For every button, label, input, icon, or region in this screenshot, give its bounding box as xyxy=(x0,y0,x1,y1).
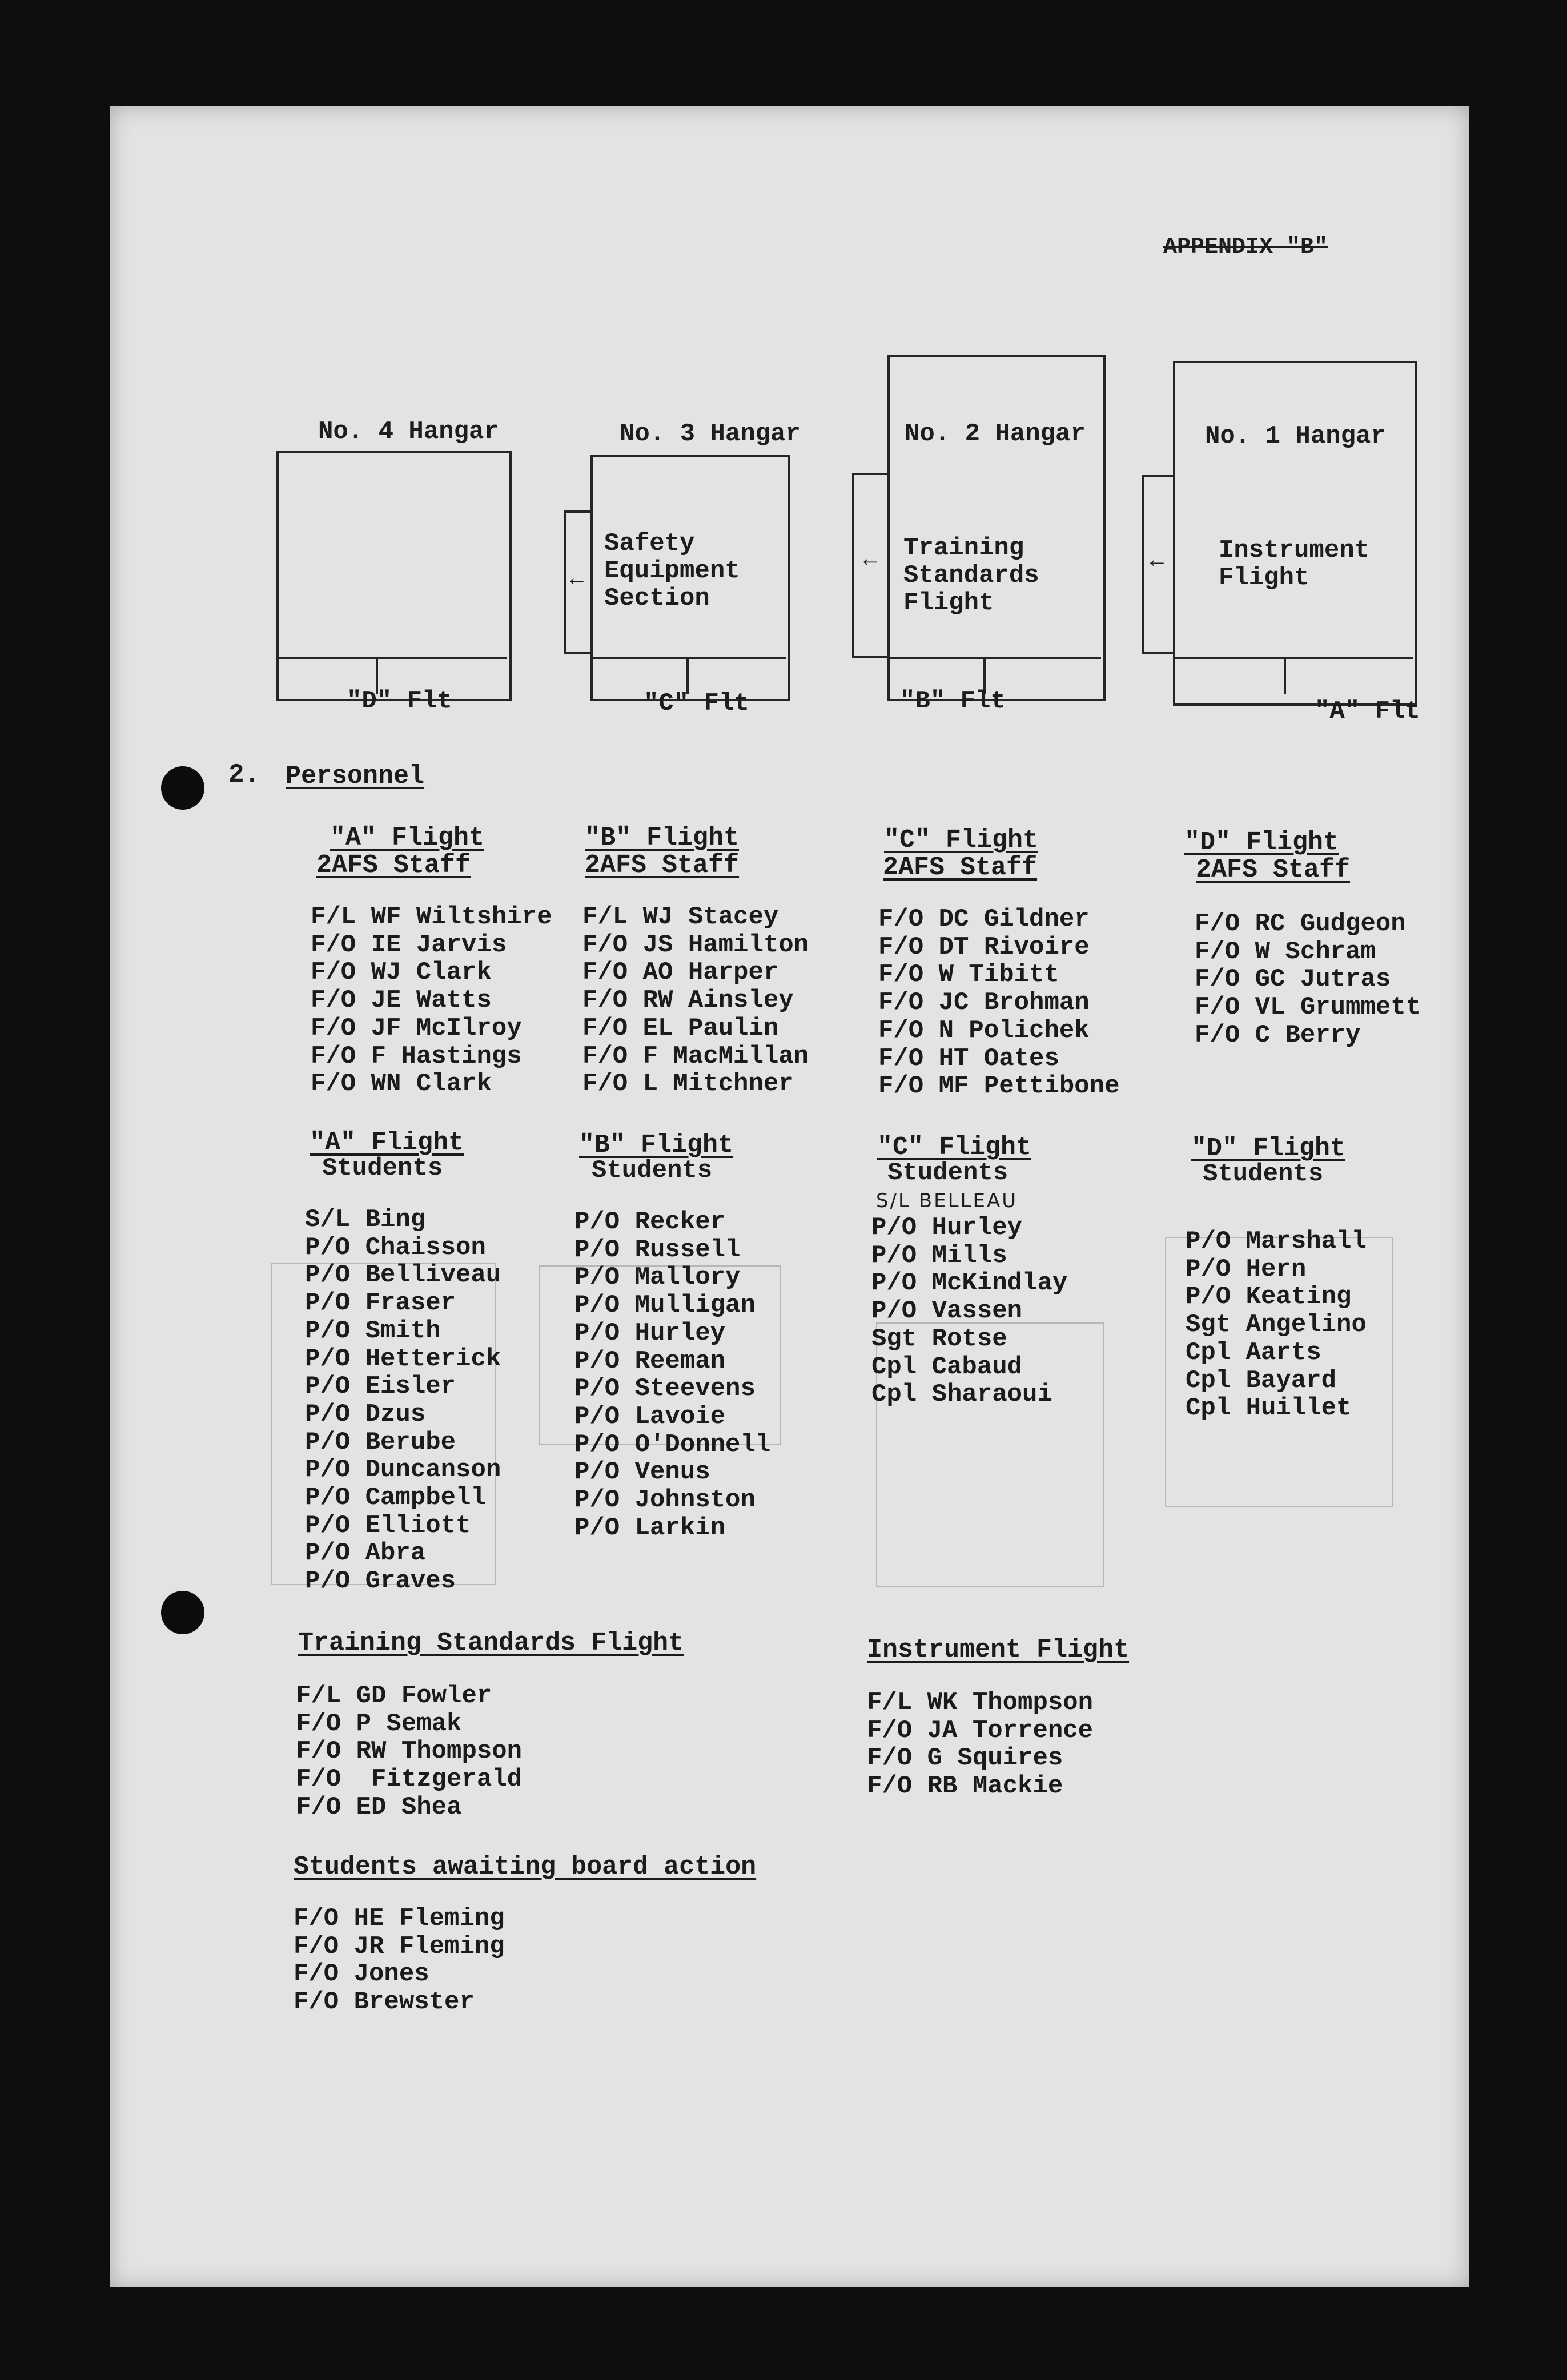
instrument-flight-title: Instrument Flight xyxy=(867,1635,1130,1665)
arrow-left-icon: ← xyxy=(1150,549,1164,574)
hangar-4-flight-label: "D" Flt xyxy=(347,687,452,715)
students-c-subtitle: Students xyxy=(887,1159,1008,1187)
staff-b-title: "B" Flight xyxy=(585,823,740,853)
binder-hole xyxy=(161,1591,204,1634)
staff-a-subtitle: 2AFS Staff xyxy=(316,851,471,880)
arrow-left-icon: ← xyxy=(570,567,584,593)
hangar-1-door xyxy=(1284,659,1309,694)
staff-b-list: F/L WJ Stacey F/O JS Hamilton F/O AO Harper F/O RW Ainsley F/O EL Paulin F/O F MacMillan F/O L Mitchner xyxy=(582,903,809,1099)
training-standards-title: Training Standards Flight xyxy=(298,1629,684,1658)
staff-c-subtitle: 2AFS Staff xyxy=(883,853,1038,882)
staff-d-subtitle: 2AFS Staff xyxy=(1196,855,1351,885)
students-a-title: "A" Flight xyxy=(310,1128,464,1157)
hangar-2-building xyxy=(887,355,1106,701)
appendix-heading: APPENDIX "B" xyxy=(1163,235,1328,260)
hangar-1-building xyxy=(1173,361,1417,706)
staff-d-title: "D" Flight xyxy=(1184,828,1339,857)
section-number: 2. xyxy=(228,760,260,790)
hangar-1-title: No. 1 Hangar xyxy=(1205,422,1386,451)
staff-a-title: "A" Flight xyxy=(330,823,485,853)
document-page xyxy=(110,106,1469,2287)
hangar-3-title: No. 3 Hangar xyxy=(620,420,801,448)
students-b-title: "B" Flight xyxy=(579,1131,734,1160)
staff-b-subtitle: 2AFS Staff xyxy=(585,851,740,880)
students-d-title: "D" Flight xyxy=(1191,1134,1346,1163)
hangar-4-title: No. 4 Hangar xyxy=(318,417,499,446)
students-a-list: S/L Bing P/O Chaisson P/O Belliveau P/O Fraser P/O Smith P/O Hetterick P/O Eisler P/O Dzus P/O Berube P/O Duncanson P/O Campbell P/O Elliott P/O Abra P/O Graves xyxy=(305,1205,501,1596)
hangar-2-flight-label: "B" Flt xyxy=(900,687,1006,715)
hangar-3-section-label: Safety Equipment Section xyxy=(604,529,740,613)
students-c-title: "C" Flight xyxy=(877,1133,1032,1162)
hangar-3-flight-label: "C" Flt xyxy=(644,689,749,718)
students-a-subtitle: Students xyxy=(322,1154,443,1183)
training-standards-list: F/L GD Fowler F/O P Semak F/O RW Thompson F/O Fitzgerald F/O ED Shea xyxy=(296,1682,523,1822)
students-b-subtitle: Students xyxy=(592,1156,713,1185)
hangar-2-title: No. 2 Hangar xyxy=(905,420,1086,448)
instrument-flight-list: F/L WK Thompson F/O JA Torrence F/O G Squires F/O RB Mackie xyxy=(867,1688,1094,1801)
students-d-subtitle: Students xyxy=(1203,1160,1324,1188)
students-c-handwritten-note: S/L BELLEAU xyxy=(876,1189,1018,1212)
awaiting-list: F/O HE Fleming F/O JR Fleming F/O Jones F/O Brewster xyxy=(294,1904,505,2017)
students-c-list: P/O Hurley P/O Mills P/O McKindlay P/O Vassen Sgt Rotse Cpl Cabaud Cpl Sharaoui xyxy=(871,1213,1068,1409)
arrow-left-icon: ← xyxy=(863,548,878,573)
hangar-1-section-label: Instrument Flight xyxy=(1219,536,1370,592)
students-b-list: P/O Recker P/O Russell P/O Mallory P/O Mulligan P/O Hurley P/O Reeman P/O Steevens P/O Lavoie P/O O'Donnell P/O Venus P/O Johnston P/O Larkin xyxy=(574,1208,771,1542)
awaiting-title: Students awaiting board action xyxy=(294,1852,757,1882)
staff-c-list: F/O DC Gildner F/O DT Rivoire F/O W Tibitt F/O JC Brohman F/O N Polichek F/O HT Oates F/O MF Pettibone xyxy=(878,905,1120,1101)
students-d-list: P/O Marshall P/O Hern P/O Keating Sgt Angelino Cpl Aarts Cpl Bayard Cpl Huillet xyxy=(1186,1227,1367,1423)
staff-d-list: F/O RC Gudgeon F/O W Schram F/O GC Jutras F/O VL Grummett F/O C Berry xyxy=(1195,910,1421,1050)
staff-c-title: "C" Flight xyxy=(884,826,1039,855)
section-title: Personnel xyxy=(286,762,425,791)
hangar-2-section-label: Training Standards Flight xyxy=(903,534,1039,617)
hangar-1-flight-label: "A" Flt xyxy=(1315,697,1420,726)
binder-hole xyxy=(161,766,204,810)
staff-a-list: F/L WF Wiltshire F/O IE Jarvis F/O WJ Clark F/O JE Watts F/O JF McIlroy F/O F Hastings F/O WN Clark xyxy=(311,903,552,1099)
